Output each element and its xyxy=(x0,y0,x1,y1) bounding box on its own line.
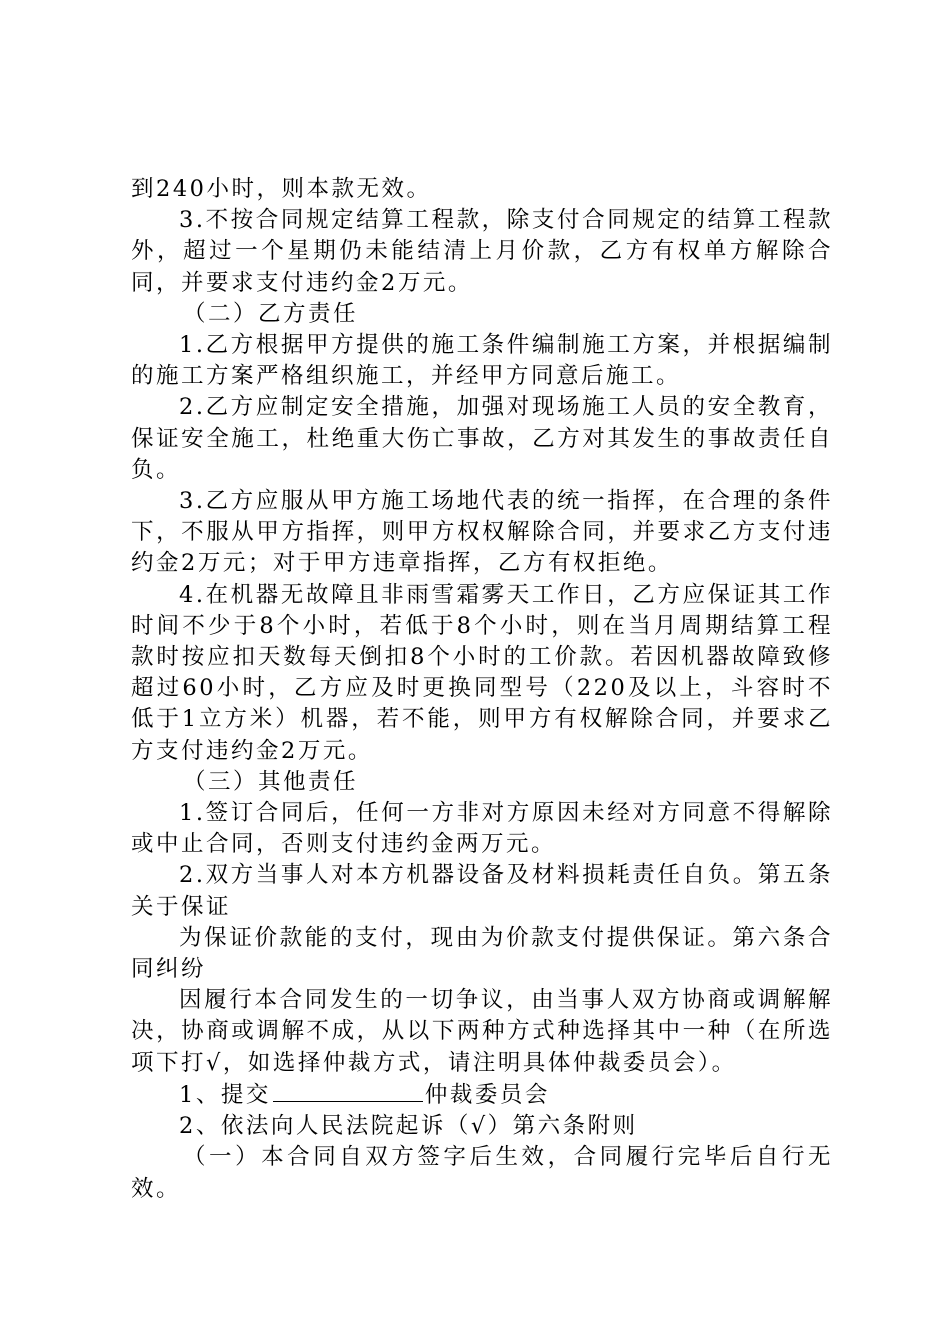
option-court: 2、依法向人民法院起诉（√）第六条附则 xyxy=(179,1113,638,1140)
option-arbitration xyxy=(131,1079,833,1111)
paragraph: 因履行本合同发生的一切争议，由当事人双方协商或调解解决，协商或调解不成，从以下两种方式种选择其中一种（在所选项下打√，如选择仲裁方式，请注明具体仲裁委员会）。 xyxy=(131,987,833,1076)
option-arbitration-prefix: 1、提交 xyxy=(179,1081,271,1108)
paragraph: 到240小时，则本款无效。 xyxy=(131,176,432,202)
paragraph: 2.乙方应制定安全措施，加强对现场施工人员的安全教育，保证安全施工，杜绝重大伤亡事故，乙方对其发生的事故责任自负。 xyxy=(131,394,833,483)
paragraph: 2.双方当事人对本方机器设备及材料损耗责任自负。第五条关于保证 xyxy=(131,862,833,920)
paragraph: 3.不按合同规定结算工程款，除支付合同规定的结算工程款外，超过一个星期仍未能结清上月价款，乙方有权单方解除合同，并要求支付违约金2万元。 xyxy=(131,207,833,296)
paragraph: 为保证价款能的支付，现由为价款支付提供保证。第六条合同纠纷 xyxy=(131,924,833,983)
option-arbitration-suffix: 仲裁委员会 xyxy=(424,1081,550,1108)
section-heading: （三）其他责任 xyxy=(183,768,359,795)
paragraph: 4.在机器无故障且非雨雪霜雾天工作日，乙方应保证其工作时间不少于8个小时，若低于8个小时，则在当月周期结算工程款时按应扣天数每天倒扣8个小时的工价款。若因机器故障致修超过60小时，乙方应及时更换同型号（220及以上，斗容时不低于1立方米）机器，若不能，则甲方有权解除合同，并要求乙方支付违约金2万元。 xyxy=(131,581,833,764)
document-body xyxy=(131,174,833,1205)
paragraph: 1.签订合同后，任何一方非对方原因未经对方同意不得解除或中止合同，否则支付违约金两万元。 xyxy=(131,800,833,858)
paragraph: （一）本合同自双方签字后生效，合同履行完毕后自行无效。 xyxy=(131,1144,833,1202)
paragraph: 3.乙方应服从甲方施工场地代表的统一指挥，在合理的条件下，不服从甲方指挥，则甲方权权解除合同，并要求乙方支付违约金2万元；对于甲方违章指挥，乙方有权拒绝。 xyxy=(131,488,833,577)
section-heading: （二）乙方责任 xyxy=(183,300,359,327)
arbitration-blank-field xyxy=(273,1079,423,1102)
paragraph: 1.乙方根据甲方提供的施工条件编制施工方案，并根据编制的施工方案严格组织施工，并经甲方同意后施工。 xyxy=(131,332,833,390)
